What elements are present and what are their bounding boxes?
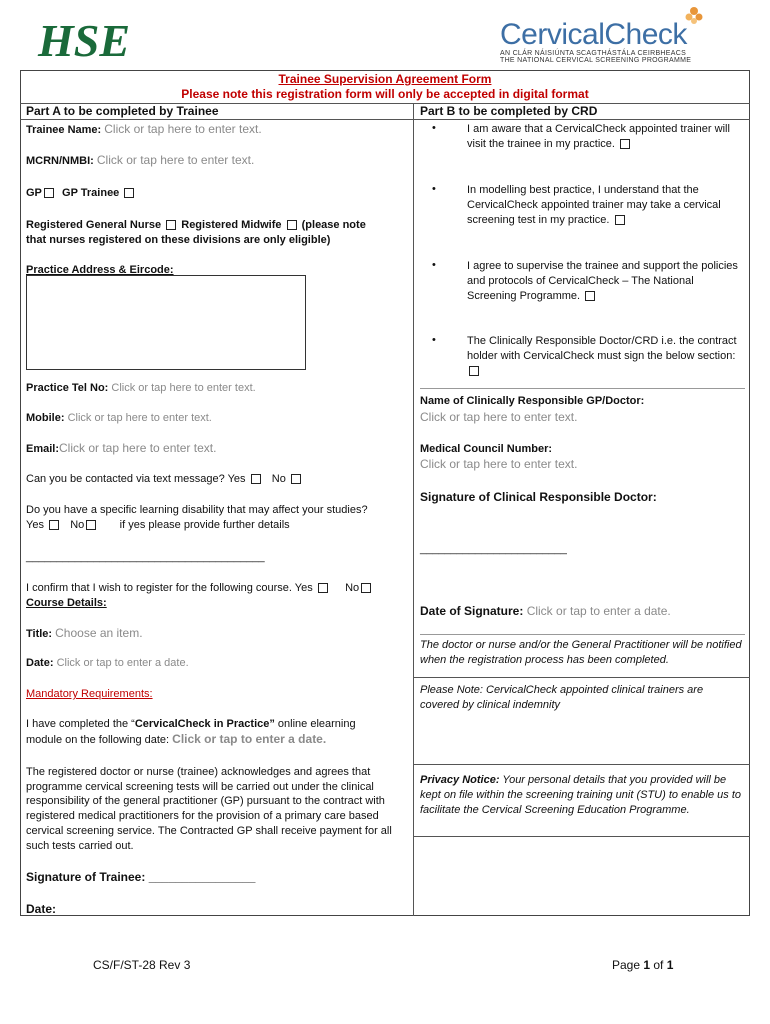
cervicalcheck-logo — [500, 8, 740, 66]
rgn-label: Registered General Nurse — [26, 219, 162, 231]
text-msg-row — [26, 472, 303, 487]
confirm-question: I confirm that I wish to register for the following course. Yes — [26, 582, 313, 594]
trainee-signature[interactable]: Signature of Trainee: ________________ — [26, 870, 256, 884]
text-msg-no-label: No — [271, 473, 286, 485]
confirm-no-label: No — [345, 582, 360, 594]
trainee-name-label: Trainee Name: — [26, 124, 102, 136]
ld-yes-label: Yes — [26, 519, 44, 531]
course-date-picker[interactable]: Click or tap to enter a date. — [56, 657, 189, 669]
mandatory-requirements: Mandatory Requirements: — [26, 688, 153, 700]
email-field[interactable]: Click or tap here to enter text. — [59, 441, 217, 455]
privacy-label: Privacy Notice: — [420, 774, 500, 786]
ld-yes-checkbox[interactable] — [49, 520, 59, 530]
page-number — [612, 958, 673, 972]
title-dropdown[interactable]: Choose an item. — [55, 626, 143, 640]
rm-label: Registered Midwife — [181, 219, 282, 231]
text-msg-no-checkbox[interactable] — [291, 474, 301, 484]
title-row — [26, 626, 143, 642]
elearn-date-label: module on the following date: — [26, 734, 173, 746]
trainee-name-row — [26, 122, 262, 138]
practice-tel-field[interactable]: Click or tap here to enter text. — [111, 382, 256, 394]
indemnity-note: Please Note: CervicalCheck appointed clinical trainers are covered by clinical indemnity — [420, 684, 704, 711]
part-a-heading: Part A to be completed by Trainee — [26, 104, 219, 118]
acknowledgement-text: The registered doctor or nurse (trainee) acknowledges and agrees that programme cervical screening tests will be carried out under the clinical responsibility of the general practitioner (GP) pursuant to the contract with registered medical practitioners for the provision of a primary care based cervical screening service. The Contracted GP shall receive payment for all such tests carried out. — [26, 766, 392, 852]
gp-row — [26, 186, 136, 201]
mobile-row — [26, 411, 212, 426]
practice-tel-row — [26, 381, 256, 396]
cervicalcheck-english: THE NATIONAL CERVICAL SCREENING PROGRAMME — [500, 57, 692, 64]
ld-no-label: No — [70, 519, 85, 531]
gp-checkbox[interactable] — [44, 188, 54, 198]
email-label: Email: — [26, 443, 60, 455]
flower-icon — [684, 6, 704, 26]
mcrn-label: MCRN/NMBI: — [26, 155, 94, 167]
elearn-course-name: CervicalCheck in Practice” — [134, 718, 275, 730]
confirm-row — [26, 581, 373, 596]
page-label: Page — [612, 958, 644, 972]
part-b-bullet-1 — [467, 122, 743, 152]
column-divider — [413, 103, 414, 916]
notification-text: The doctor or nurse and/or the General Practitioner will be notified when the registration process has been completed. — [420, 639, 742, 666]
date-signature-row — [420, 604, 671, 618]
elearn-line-2 — [26, 732, 326, 748]
mobile-label: Mobile: — [26, 412, 65, 424]
gp-trainee-label: GP Trainee — [62, 187, 120, 199]
nurse-note-2: that nurses registered on these divisions are only eligible) — [26, 234, 331, 246]
date-signature-picker[interactable]: Click or tap to enter a date. — [526, 604, 671, 618]
email-row — [26, 441, 216, 457]
confirm-yes-checkbox[interactable] — [318, 583, 328, 593]
bullet-2-checkbox[interactable] — [615, 215, 625, 225]
course-date-row — [26, 656, 189, 671]
privacy-text: Your personal details that you provided will be kept on file within the screening training unit (STU) to enable us to facilitate the Cervical Screening Education Programme. — [420, 774, 742, 816]
mobile-field[interactable]: Click or tap here to enter text. — [67, 412, 212, 424]
course-date-label: Date: — [26, 657, 54, 669]
crd-name-label: Name of Clinically Responsible GP/Doctor: — [420, 395, 645, 407]
ld-no-checkbox[interactable] — [86, 520, 96, 530]
bullet-1-text: I am aware that a CervicalCheck appointed trainer will visit the trainee in my practice. — [467, 123, 730, 150]
crd-signature-line[interactable]: ________________________ — [420, 543, 567, 555]
mcrn-field[interactable]: Click or tap here to enter text. — [96, 153, 255, 167]
elearn-text-c: online elearning — [274, 718, 356, 730]
nurse-note-1: (please note — [301, 219, 366, 231]
crd-signature-label: Signature of Clinical Responsible Doctor: — [420, 490, 657, 504]
practice-address-box[interactable] — [26, 275, 306, 370]
elearn-text-a: I have completed the “ — [26, 718, 135, 730]
svg-text:HSE: HSE — [38, 15, 131, 66]
course-details-label: Course Details: — [26, 597, 107, 609]
part-b-bullet-2 — [467, 183, 743, 228]
cervicalcheck-logo-name: CervicalCheck — [500, 18, 687, 51]
hse-logo — [36, 14, 131, 66]
text-msg-question: Can you be contacted via text message? Yes — [26, 473, 246, 485]
form-title: Trainee Supervision Agreement Form — [278, 72, 492, 86]
bullet-2-text: In modelling best practice, I understand that the CervicalCheck appointed trainer may take a cervical screening test in my practice. — [467, 184, 721, 226]
nurse-row — [26, 218, 406, 248]
page-total: 1 — [666, 958, 674, 972]
practice-tel-label: Practice Tel No: — [26, 382, 109, 394]
text-msg-yes-checkbox[interactable] — [251, 474, 261, 484]
rm-checkbox[interactable] — [287, 220, 297, 230]
heading-divider — [20, 119, 750, 120]
mcn-label: Medical Council Number: — [420, 443, 553, 455]
bullet-1-checkbox[interactable] — [620, 139, 630, 149]
bullet-4-text: The Clinically Responsible Doctor/CRD i.e. the contract holder with CervicalCheck must sign the below section: — [467, 335, 737, 362]
cervicalcheck-irish: AN CLÁR NÁISIÚNTA SCAGTHÁSTÁLA CEIRBHEACS — [500, 50, 687, 57]
part-b-bullet-3 — [467, 259, 743, 304]
title-label: Title: — [26, 628, 53, 640]
page-current: 1 — [643, 958, 651, 972]
gp-label: GP — [26, 187, 42, 199]
ld-details-line[interactable]: _______________________________________ — [26, 551, 265, 563]
part-b-bullet-4 — [467, 334, 743, 379]
ld-question: Do you have a specific learning disability that may affect your studies? — [26, 504, 368, 516]
rgn-checkbox[interactable] — [166, 220, 176, 230]
ld-answer-row — [26, 518, 290, 533]
elearn-line-1 — [26, 717, 356, 732]
gp-trainee-checkbox[interactable] — [124, 188, 134, 198]
digital-notice: Please note this registration form will only be accepted in digital format — [181, 87, 589, 101]
mcn-field[interactable]: Click or tap here to enter text. — [420, 457, 578, 471]
document-code: CS/F/ST-28 Rev 3 — [93, 958, 191, 972]
trainee-name-field[interactable]: Click or tap here to enter text. — [104, 122, 262, 136]
trainee-signature-date[interactable]: Date: — [26, 902, 57, 916]
privacy-notice — [420, 773, 742, 818]
crd-name-field[interactable]: Click or tap here to enter text. — [420, 410, 578, 424]
bullet-3-text: I agree to supervise the trainee and support the policies and protocols of CervicalCheck – The National Screening Programme. — [467, 260, 738, 302]
elearn-date-picker[interactable]: Click or tap to enter a date. — [172, 732, 327, 746]
ld-details-label: if yes please provide further details — [119, 519, 290, 531]
bullet-3-checkbox[interactable] — [585, 291, 595, 301]
date-signature-label: Date of Signature: — [420, 604, 524, 618]
confirm-no-checkbox[interactable] — [361, 583, 371, 593]
bullet-4-checkbox[interactable] — [469, 366, 479, 376]
mcrn-row — [26, 153, 254, 169]
page-of-label: of — [650, 958, 667, 972]
part-b-heading: Part B to be completed by CRD — [420, 104, 598, 118]
practice-address-label: Practice Address & Eircode: — [26, 264, 174, 276]
